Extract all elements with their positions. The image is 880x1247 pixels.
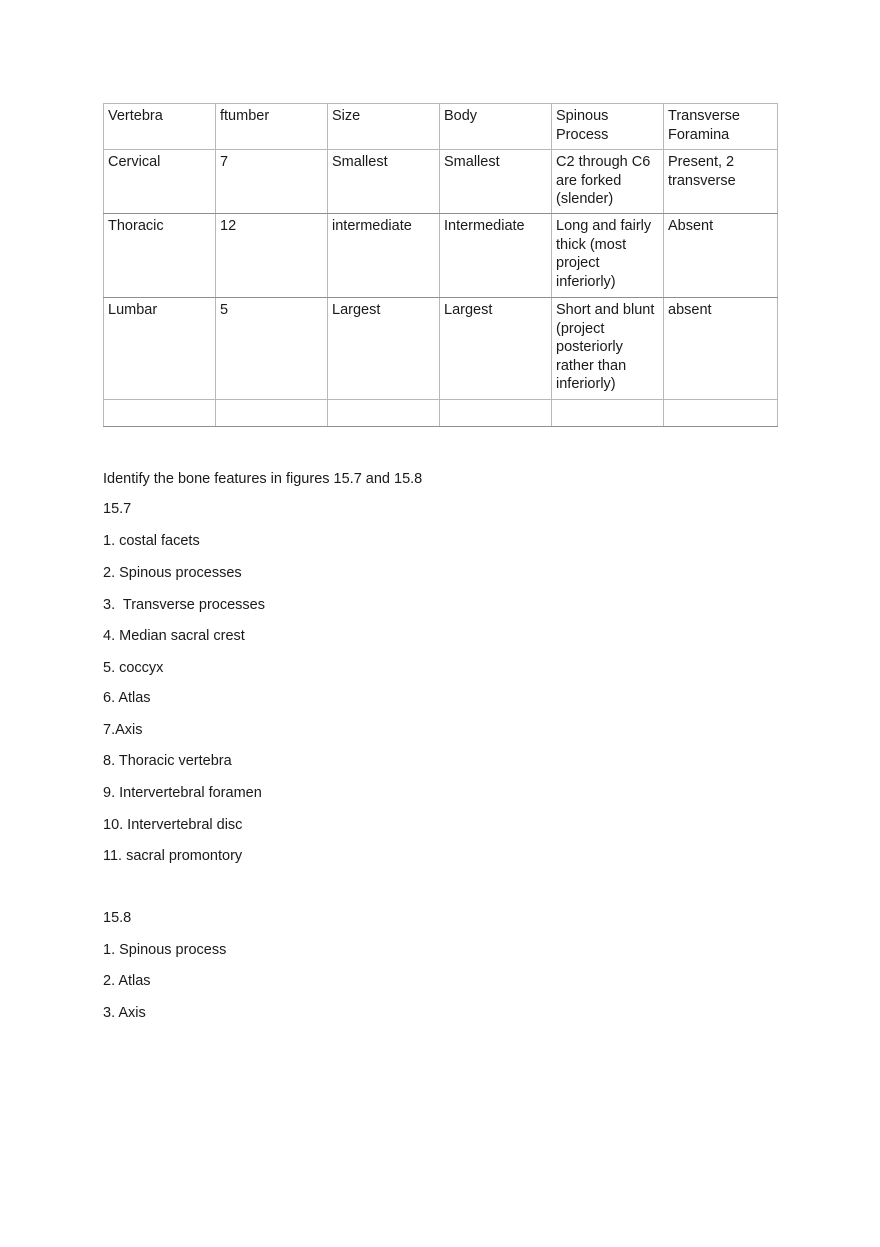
header-cell: Size	[328, 104, 440, 150]
table-cell	[216, 400, 328, 427]
table-cell: Smallest	[328, 150, 440, 214]
list-item: 9. Intervertebral foramen	[103, 785, 262, 801]
list-item: 3. Transverse processes	[103, 597, 265, 613]
table-cell: Smallest	[440, 150, 552, 214]
table-cell: Lumbar	[104, 298, 216, 400]
table-cell: 5	[216, 298, 328, 400]
header-cell: ftumber	[216, 104, 328, 150]
fig-15-8-heading: 15.8	[103, 910, 132, 926]
list-item: 2. Atlas	[103, 973, 151, 989]
list-item: 1. Spinous process	[103, 942, 227, 958]
table-cell: Largest	[440, 298, 552, 400]
list-item: 7.Axis	[103, 722, 143, 738]
header-cell: Transverse Foramina	[664, 104, 778, 150]
list-item: 4. Median sacral crest	[103, 628, 245, 644]
list-item: 11. sacral promontory	[103, 848, 243, 864]
list-item: 6. Atlas	[103, 690, 151, 706]
table-cell: Cervical	[104, 150, 216, 214]
list-item: 10. Intervertebral disc	[103, 817, 243, 833]
header-cell: Body	[440, 104, 552, 150]
table-row	[104, 150, 778, 214]
table-cell	[328, 400, 440, 427]
table-row-empty	[104, 400, 778, 427]
table-cell: 12	[216, 214, 328, 298]
header-cell: Spinous Process	[552, 104, 664, 150]
table-row	[104, 214, 778, 298]
table-cell: C2 through C6 are forked (slender)	[552, 150, 664, 214]
table-cell	[440, 400, 552, 427]
table-cell: Intermediate	[440, 214, 552, 298]
table-cell: absent	[664, 298, 778, 400]
table-cell: Short and blunt (project posteriorly rather than inferiorly)	[552, 298, 664, 400]
table-cell: Thoracic	[104, 214, 216, 298]
table-row	[104, 298, 778, 400]
table-cell: Absent	[664, 214, 778, 298]
vertebra-table	[103, 103, 778, 427]
table-cell: Long and fairly thick (most project inferiorly)	[552, 214, 664, 298]
table-cell	[664, 400, 778, 427]
list-item: 1. costal facets	[103, 533, 200, 549]
table-cell: Present, 2 transverse	[664, 150, 778, 214]
table-cell: 7	[216, 150, 328, 214]
fig-15-7-heading: 15.7	[103, 501, 132, 517]
instruction-text: Identify the bone features in figures 15.7 and 15.8	[103, 471, 423, 487]
list-item: 2. Spinous processes	[103, 565, 242, 581]
table-cell	[552, 400, 664, 427]
table-cell	[104, 400, 216, 427]
list-item: 3. Axis	[103, 1005, 146, 1021]
header-cell: Vertebra	[104, 104, 216, 150]
table-header-row	[104, 104, 778, 150]
list-item: 8. Thoracic vertebra	[103, 753, 232, 769]
list-item: 5. coccyx	[103, 660, 164, 676]
table-cell: intermediate	[328, 214, 440, 298]
table-cell: Largest	[328, 298, 440, 400]
